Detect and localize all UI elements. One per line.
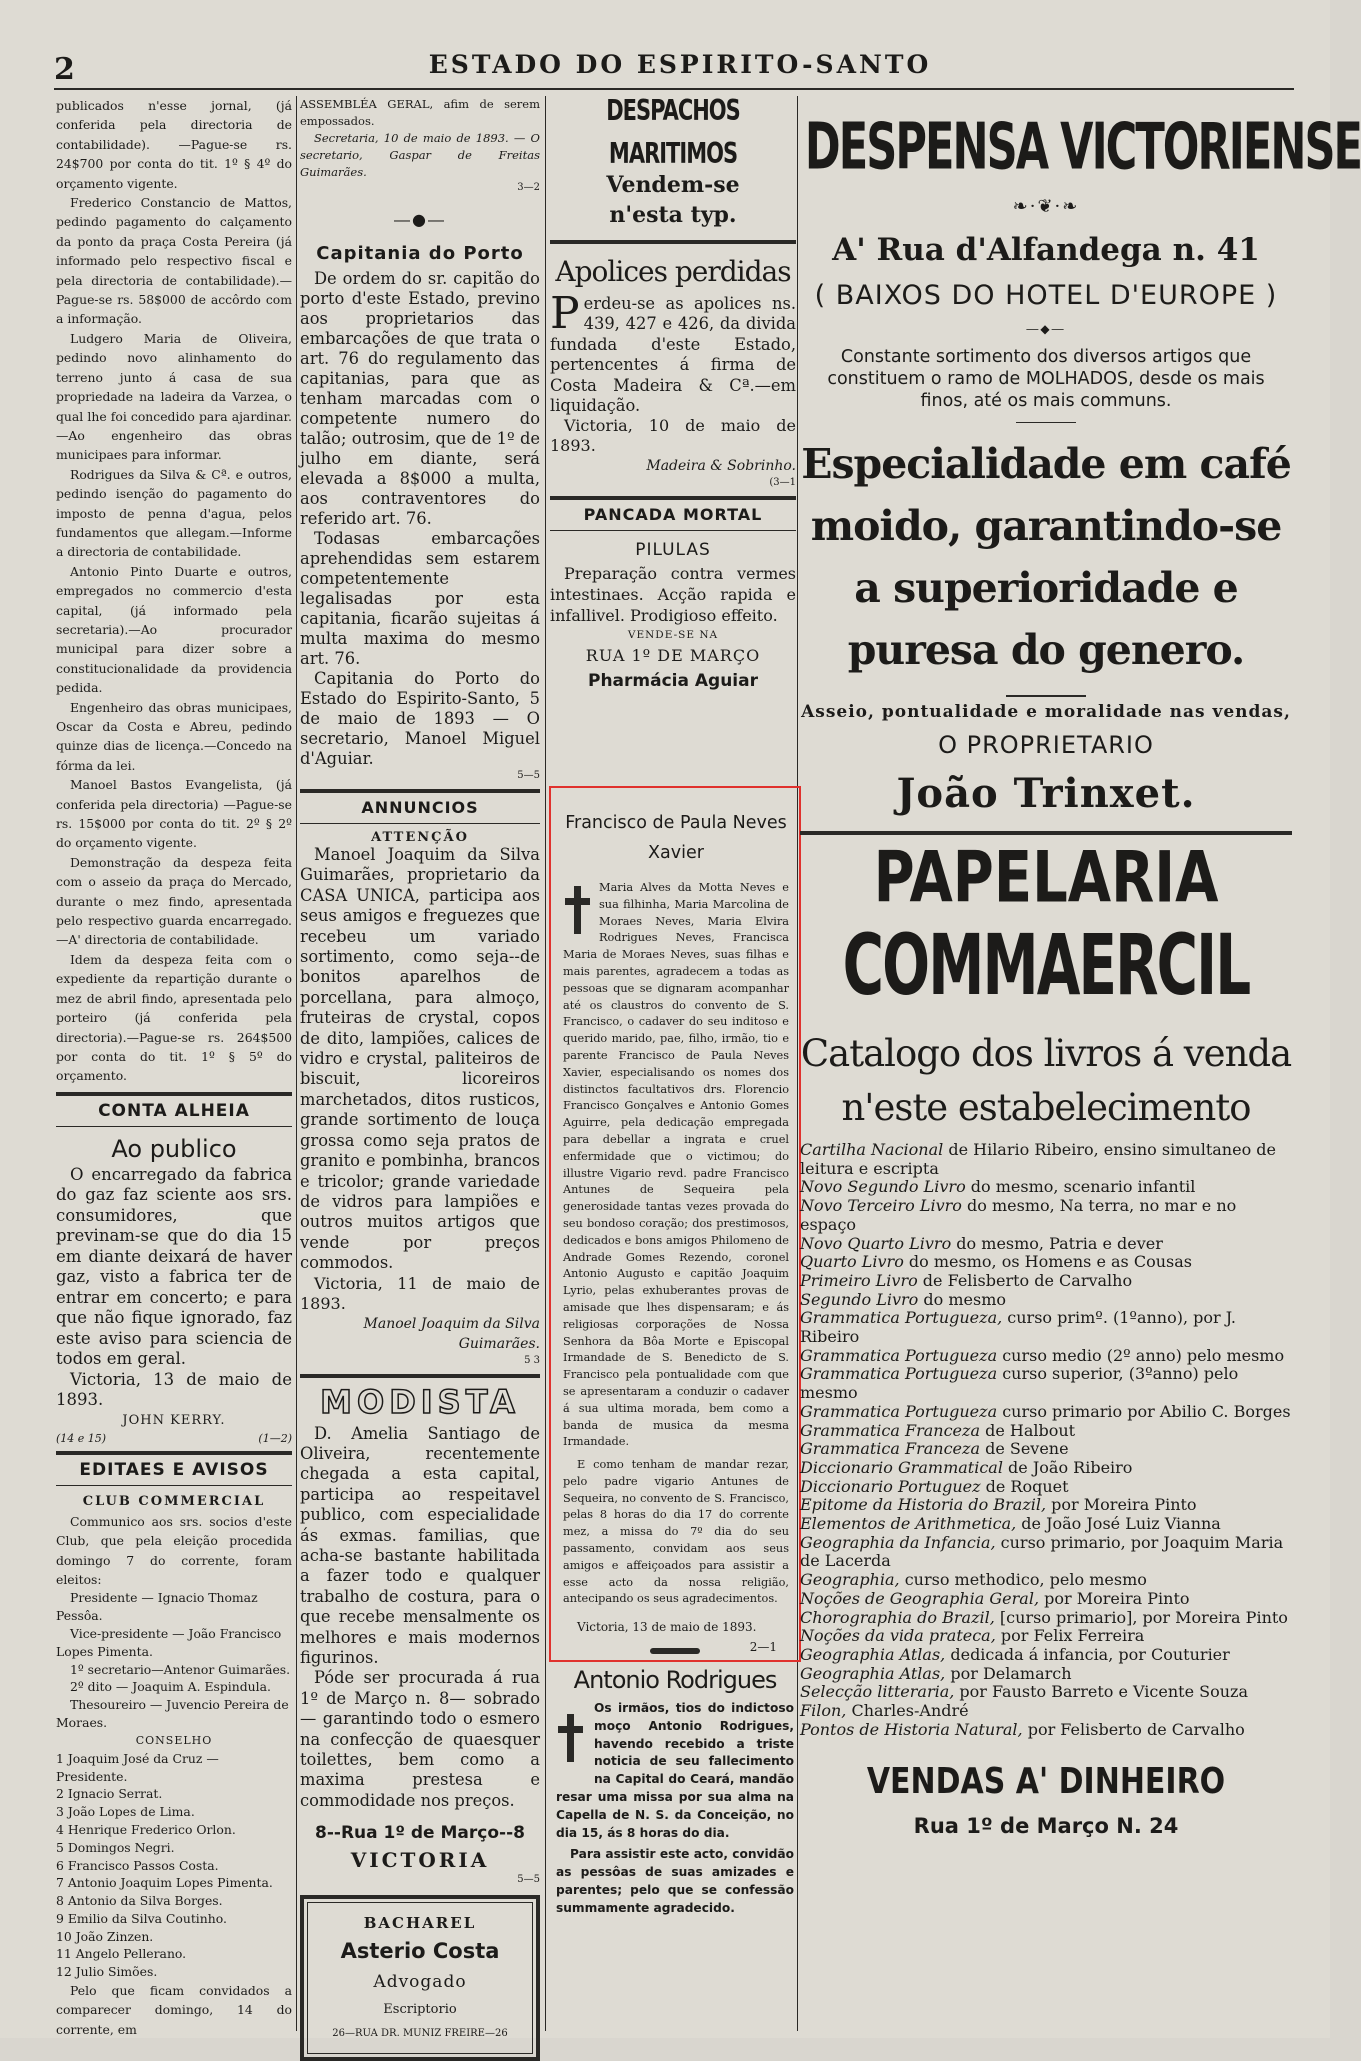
book-item <box>800 1178 1292 1197</box>
book-item <box>800 1534 1292 1571</box>
club-closing: Pelo que ficam convidados a comparecer domingo, 14 do corrente, em <box>56 1983 292 2037</box>
modista-heading: MODISTA <box>320 1382 520 1421</box>
antonio-text <box>556 1700 794 1842</box>
despensa-address: A' Rua d'Alfandega n. 41 <box>832 232 1260 268</box>
book-detail: de Felisberto de Carvalho <box>917 1270 1133 1290</box>
book-title: Cartilha Nacional <box>800 1140 944 1159</box>
section-rule <box>550 240 796 244</box>
book-item <box>800 1609 1292 1628</box>
annuncio-date: Victoria, 11 de maio de 1893. <box>300 1273 540 1313</box>
conselho-label: CONSELHO <box>135 1733 213 1747</box>
book-item <box>800 1459 1292 1478</box>
book-detail: curso superior, (3ºanno) pelo mesmo <box>800 1364 1239 1403</box>
book-item <box>800 1665 1292 1684</box>
assembly-ref: 3—2 <box>517 182 540 193</box>
officer-item: Presidente — Ignacio Thomaz Pessôa. <box>56 1590 258 1624</box>
club-intro: Communico aos srs. socios d'este Club, que pela eleição procedida domingo 7 do corrente, foram eleitos: <box>56 1513 292 1587</box>
apolices-date: Victoria, 10 de maio de 1893. <box>550 416 796 456</box>
book-item <box>800 1515 1292 1534</box>
book-detail: por Felix Ferreira <box>995 1626 1145 1646</box>
book-title: Grammatica Portugueza <box>800 1364 998 1384</box>
book-title: Geographia Atlas, <box>800 1644 946 1664</box>
column-2 <box>300 96 540 2040</box>
pancada-body: Preparação contra vermes intestinaes. Acção rapida e infallivel. Prodigioso effeito. <box>550 564 796 626</box>
apolices-text: erdeu-se as apolices ns. 439, 427 e 426, da divida fundada d'este Estado, pertencentes á firma de Costa Madeira & Cª.—em liquidação. <box>550 294 796 416</box>
book-title: Novo Terceiro Livro <box>800 1196 962 1216</box>
book-item <box>800 1440 1292 1459</box>
book-title: Geographia Atlas, <box>800 1663 946 1683</box>
section-rule <box>800 831 1292 835</box>
book-detail: [curso primario], por Moreira Pinto <box>994 1607 1288 1627</box>
assembly-text: ASSEMBLÉA GERAL, afim de serem empossados. <box>300 97 540 128</box>
book-title: Epitome da Historia do Brazil, <box>800 1495 1047 1515</box>
member-item: 8 Antonio da Silva Borges. <box>56 1893 223 1909</box>
book-item <box>800 1571 1292 1590</box>
book-title: Primeiro Livro <box>800 1270 918 1290</box>
despachos-line1: Vendem-se <box>606 172 740 198</box>
dispatch-paragraph: publicados n'esse jornal, (já conferida pela directoria de contabilidade). —Pague-se rs. 24$700 por conta do tit. 1º § 4º do orçamento vigente. <box>56 98 292 191</box>
book-title: Filon, <box>800 1701 847 1721</box>
despensa-special: Especialidade em café moido, garantindo-se a superioridade e puresa do genero. <box>801 440 1291 674</box>
page-header <box>0 0 1330 88</box>
despachos-heading: DESPACHOS MARITIMOS <box>606 94 740 170</box>
member-item: 1 Joaquim José da Cruz — Presidente. <box>56 1750 219 1784</box>
pancada-vende: VENDE-SE NA <box>627 629 719 642</box>
book-title: Segundo Livro <box>800 1289 919 1309</box>
despachos-line2: n'esta typ. <box>609 202 737 228</box>
book-detail: do mesmo, os Homens e as Cousas <box>903 1252 1192 1272</box>
bacharel-office: Escriptorio <box>383 2002 457 2018</box>
book-detail: por Felisberto de Carvalho <box>1022 1719 1245 1739</box>
section-rule <box>56 1451 292 1455</box>
member-item: 10 João Zinzen. <box>56 1928 154 1944</box>
short-rule <box>1016 422 1076 423</box>
cross-icon <box>563 886 591 934</box>
capitania-paragraph: De ordem do sr. capitão do porto d'este Estado, previno aos proprietarios das embarcações de que trata o art. 76 do regulamento das capitanias, para que as tenham marcadas com o competente numero do talão; outrosim, que de 1º de julho em diante, será elevada a 8$000 a multa, aos contraventores do referido art. 76. <box>300 269 540 528</box>
antonio-body2: Para assistir este acto, convidão as pessôas de suas amizades e parentes; pelo que se confessão summamente agradecido. <box>556 1847 794 1915</box>
editaes-heading: EDITAES E AVISOS <box>79 1459 269 1480</box>
dispatch-paragraph: Manoel Bastos Evangelista, (já conferida pela directoria) —Pague-se rs. 15$000 por conta do tit. 2º § 2º do orçamento vigente. <box>56 777 292 851</box>
member-item: 9 Emilio da Silva Coutinho. <box>56 1910 227 1926</box>
annuncio-ref: 5 3 <box>524 1354 540 1366</box>
pancada-pharmacy: Pharmácia Aguiar <box>587 671 758 692</box>
short-rule <box>1006 695 1086 697</box>
dispatch-paragraph: Rodrigues da Silva & Cª. e outros, pedindo isenção do pagamento do imposto de penna d'agua, pelos fundamentos que allegam.—Informe a directoria de contabilidade. <box>56 466 292 560</box>
dispatch-paragraph: Idem da despeza feita com o expediente da repartição durante o mez de abril findo, apresentada pelo porteiro (já conferida pela directoria).—Pague-se rs. 264$500 por conta do tit. 1º § 5º do orçamento. <box>56 951 292 1084</box>
obituary-ref: 2—1 <box>749 1640 777 1655</box>
book-title: Grammatica Franceza <box>800 1420 980 1440</box>
papelaria-line2: COMMAERCIL <box>842 917 1250 1015</box>
officer-list <box>56 1589 292 1731</box>
conta-alheia-signature: JOHN KERRY. <box>122 1412 226 1428</box>
despensa-heading: DESPENSA VICTORIENSE <box>804 110 1361 185</box>
book-detail: de João Ribeiro <box>1002 1457 1133 1477</box>
book-detail: de Roquet <box>980 1476 1069 1496</box>
book-detail: de Sevene <box>979 1439 1069 1459</box>
book-detail: por Delamarch <box>945 1663 1072 1683</box>
book-title: Quarto Livro <box>800 1252 904 1272</box>
book-title: Geographia da Infancia, <box>800 1532 996 1552</box>
annuncio-body: Manoel Joaquim da Silva Guimarães, proprietario da CASA UNICA, participa aos seus amigos e freguezes que recebeu um variado sortimento, como seja--de bonitos aparelhos de porcellana, para almoço, fruteiras de crystal, copos de dito, lampiões, calices de vidro e crystal, paliteiros de biscuit, licoreiros marchetados, ditos rusticos, grande sortimento de louça grossa como seja pratos de granito e pombinha, brancos e tricolor; grande variedade de vidros para lampiões e outros muitos artigos que vende por preços commodos. <box>300 845 540 1273</box>
club-name: CLUB COMMERCIAL <box>82 1493 266 1509</box>
book-item <box>800 1590 1292 1609</box>
book-title: Grammatica Portugueza <box>800 1345 998 1365</box>
section-rule <box>56 1092 292 1096</box>
book-item <box>800 1646 1292 1665</box>
owner-label: O PROPRIETARIO <box>938 731 1154 759</box>
officer-item: Thesoureiro — Juvencio Pereira de Moraes. <box>56 1697 289 1730</box>
book-title: Novo Segundo Livro <box>800 1177 966 1197</box>
pancada-street: RUA 1º DE MARÇO <box>585 646 761 666</box>
annuncio-signature: Manoel Joaquim da Silva Guimarães. <box>363 1315 540 1352</box>
ref-right: (1—2) <box>258 1431 292 1445</box>
cross-icon <box>556 1714 586 1770</box>
bacharel-name: Asterio Costa <box>340 1939 500 1964</box>
book-detail: por Moreira Pinto <box>1046 1495 1197 1515</box>
capitania-paragraph: Capitania do Porto do Estado do Espirito-Santo, 5 de maio de 1893 — O secretario, Manoel Miguel d'Aguiar. <box>300 669 540 768</box>
book-title: Geographia, <box>800 1570 900 1590</box>
book-title: Grammatica Portugueza <box>800 1401 998 1421</box>
obituary-inner <box>551 788 799 1656</box>
book-detail: do mesmo, Patria e dever <box>951 1233 1163 1253</box>
book-item <box>800 1627 1292 1646</box>
book-item <box>800 1309 1292 1346</box>
book-item <box>800 1496 1292 1515</box>
divider-ornament: ―●― <box>394 210 446 229</box>
obituary-date: Victoria, 13 de maio de 1893. <box>577 1620 757 1635</box>
book-title: Elementos de Arithmetica, <box>800 1514 1017 1534</box>
apolices-ref: (3—1 <box>769 477 796 489</box>
book-list <box>800 1141 1292 1740</box>
member-item: 3 João Lopes de Lima. <box>56 1804 195 1820</box>
dispatch-paragraph: Demonstração da despeza feita com o asseio da praça do Mercado, durante o mez findo, apresentada pelo respectivo guarda encarregado.—A' directoria de contabilidade. <box>56 854 292 948</box>
divider-bar <box>650 1648 700 1654</box>
apolices-heading: Apolices perdidas <box>555 255 791 288</box>
column-rule <box>545 96 546 2031</box>
conta-alheia-refs <box>56 1432 292 1445</box>
dispatch-paragraph: Engenheiro das obras municipaes, Oscar da Costa e Abreu, pedindo quinze dias de licença.—Concedo na fórma da lei. <box>56 699 292 773</box>
section-rule <box>56 1485 292 1486</box>
book-item <box>800 1253 1292 1272</box>
book-item <box>800 1422 1292 1441</box>
section-rule <box>550 530 796 531</box>
section-rule <box>550 496 796 500</box>
book-item <box>800 1291 1292 1310</box>
member-item: 12 Julio Simões. <box>56 1964 158 1980</box>
book-detail: curso primario por Abilio C. Borges <box>997 1401 1291 1421</box>
book-item <box>800 1197 1292 1234</box>
conta-alheia-date: Victoria, 13 de maio de 1893. <box>56 1369 292 1409</box>
capitania-heading: Capitania do Porto <box>316 243 524 264</box>
book-title: Selecção litteraria, <box>800 1682 955 1702</box>
modista-ref: 5—5 <box>517 1874 540 1886</box>
page-number: 2 <box>54 52 75 87</box>
conta-alheia-heading: CONTA ALHEIA <box>98 1100 250 1121</box>
municipal-dispatches <box>56 96 292 1086</box>
capitania-ref: 5—5 <box>517 770 540 781</box>
despensa-asseio: Asseio, pontualidade e moralidade nas vendas, <box>801 702 1291 722</box>
conta-alheia-title: Ao publico <box>111 1134 237 1163</box>
modista-paragraph: Póde ser procurada á rua 1º de Março n. 8— sobrado— garantindo todo o esmero na confecção de quaesquer toilettes, bem como a maxima prestesa e commodidade nos preços. <box>300 1668 540 1810</box>
book-detail: curso methodico, pelo mesmo <box>899 1570 1147 1590</box>
book-item <box>800 1365 1292 1402</box>
papelaria-line1: PAPELARIA <box>873 837 1219 919</box>
section-rule <box>56 1126 292 1127</box>
book-item <box>800 1403 1292 1422</box>
annuncios-heading: ANNUNCIOS <box>361 798 479 817</box>
column-4 <box>800 96 1361 2031</box>
section-rule <box>300 789 540 793</box>
ornament-divider: ―◆― <box>1026 322 1066 336</box>
officer-item: 2º dito — Joaquim A. Espindula. <box>70 1679 271 1695</box>
book-detail: por Fausto Barreto e Vicente Souza <box>954 1682 1248 1702</box>
conselho-list <box>56 1750 292 1981</box>
dispatch-paragraph: Ludgero Maria de Oliveira, pedindo novo alinhamento do terreno junto á casa de sua propriedade na ladeira da Varzea, o qual lhe foi concedido para ajardinar.—Ao engenheiro das obras municipaes para informar. <box>56 330 292 463</box>
conta-alheia-body: O encarregado da fabrica do gaz faz sciente aos srs. consumidores, que previnam-se que do dia 15 em diante deixará de haver gaz, visto a fabrica ter de entrar em concerto; e para que não fique ignorado, faz este aviso para sciencia de todos em geral. <box>56 1164 292 1369</box>
bacharel-address: 26—RUA DR. MUNIZ FREIRE—26 <box>332 2028 508 2040</box>
bacharel-title: BACHAREL <box>363 1914 477 1933</box>
book-title: Grammatica Portugueza, <box>800 1308 1003 1328</box>
book-title: Noções da vida prateca, <box>800 1626 996 1646</box>
ref-left: (14 e 15) <box>56 1431 107 1445</box>
capitania-paragraph: Todasas embarcações aprehendidas sem estarem competentemente legalisadas por esta capitania, ficarão sujeitas á multa maxima do mesmo art. 76. <box>300 529 540 668</box>
pancada-heading: PANCADA MORTAL <box>583 505 763 525</box>
book-detail: de Halbout <box>979 1420 1076 1440</box>
masthead-title: ESTADO DO ESPIRITO-SANTO <box>428 50 932 79</box>
book-title: Novo Quarto Livro <box>800 1233 952 1253</box>
obituary-box <box>549 786 801 1662</box>
member-item: 6 Francisco Passos Costa. <box>56 1857 219 1873</box>
assembly-signature: Secretaria, 10 de maio de 1893. — O secretario, Gaspar de Freitas Guimarães. <box>300 131 540 179</box>
member-item: 5 Domingos Negri. <box>56 1839 175 1855</box>
book-detail: do mesmo <box>918 1289 1007 1309</box>
book-title: Diccionario Portuguez <box>800 1476 981 1496</box>
book-item <box>800 1235 1292 1254</box>
book-detail: Charles-André <box>846 1701 969 1721</box>
antonio-body: Os irmãos, tios do indictoso moço Antonio Rodrigues, havendo recebido a triste noticia de seu fallecimento na Capital do Ceará, mandão resar uma missa por sua alma na Capella de N. S. da Conceição, no dia 15, ás 8 horas do dia. <box>556 1701 794 1840</box>
bacharel-role: Advogado <box>373 1972 467 1993</box>
book-item <box>800 1478 1292 1497</box>
book-title: Grammatica Franceza <box>800 1439 980 1459</box>
book-item <box>800 1721 1292 1740</box>
modista-city: VICTORIA <box>350 1848 490 1873</box>
modista-paragraph: D. Amelia Santiago de Oliveira, recentemente chegada a esta capital, participa ao respeitavel publico, com especialidade ás exmas. familias, que acha-se bastante habilitada a fazer todo e qualquer trabalho de costura, para o que recebe mensalmente os melhores e mais modernos figurinos. <box>300 1423 540 1667</box>
attention-label: ATTENÇÃO <box>371 830 469 845</box>
apolices-body <box>550 288 796 416</box>
book-title: Pontos de Historia Natural, <box>800 1719 1023 1739</box>
member-item: 4 Henrique Frederico Orlon. <box>56 1821 236 1837</box>
despensa-desc: Constante sortimento dos diversos artigos que constituem o ramo de MOLHADOS, desde os mais finos, até os mais communs. <box>827 347 1265 411</box>
papelaria-catalog: Catalogo dos livros á venda n'este estabelecimento <box>800 1032 1292 1129</box>
obituary-text <box>563 880 789 1451</box>
obituary-name: Francisco de Paula Neves Xavier <box>565 813 787 863</box>
ornament-divider: ❧·❦·❧ <box>1012 196 1080 217</box>
column-1 <box>56 96 292 2037</box>
book-detail: dedicada á infancia, por Couturier <box>945 1644 1230 1664</box>
officer-item: Vice-presidente — João Francisco Lopes Pimenta. <box>56 1625 282 1659</box>
book-detail: de Hilario Ribeiro, ensino simultaneo de leitura e escripta <box>800 1140 1276 1178</box>
book-detail: por Moreira Pinto <box>1039 1588 1190 1608</box>
book-detail: do mesmo, scenario infantil <box>965 1177 1196 1197</box>
book-detail: do mesmo, Na terra, no mar e no espaço <box>800 1196 1237 1234</box>
book-detail: curso primario, por Joaquim Maria de Lacerda <box>800 1532 1284 1571</box>
dispatch-paragraph: Frederico Constancio de Mattos, pedindo pagamento do calçamento da ponto da praça Costa Pereira (já informado pelo respectivo fiscal e pela directoria de contabilidade).—Pague-se rs. 58$000 de accôrdo com a informação. <box>56 195 292 327</box>
member-item: 11 Angelo Pellerano. <box>56 1946 187 1962</box>
member-item: 7 Antonio Joaquim Lopes Pimenta. <box>56 1875 273 1891</box>
book-item <box>800 1702 1292 1721</box>
book-title: Noções de Geographia Geral, <box>800 1588 1040 1608</box>
book-detail: curso primº. (1ºanno), por J. Ribeiro <box>800 1308 1236 1347</box>
book-item <box>800 1141 1292 1178</box>
book-detail: de João José Luiz Vianna <box>1016 1514 1221 1534</box>
despensa-location: ( BAIXOS DO HOTEL D'EUROPE ) <box>814 280 1278 311</box>
book-item <box>800 1683 1292 1702</box>
pancada-sub: PILULAS <box>635 540 711 561</box>
book-item <box>800 1347 1292 1366</box>
book-detail: curso medio (2º anno) pelo mesmo <box>997 1345 1285 1365</box>
officer-item: 1º secretario—Antenor Guimarães. <box>70 1661 291 1677</box>
obituary-body2: E como tenham de mandar rezar, pelo padre vigario Antunes de Sequeira, no convento de S. Francisco, pelas 8 horas do dia 17 do corrente mez, a missa do 7º dia do seu passamento, convidam aos seus amigos e affeiçoados para assistir a esse acto da nossa religião, antecipando os seus agradecimentos. <box>563 1458 789 1606</box>
modista-address: 8--Rua 1º de Março--8 <box>315 1823 525 1844</box>
apolices-signature: Madeira & Sobrinho. <box>646 458 796 475</box>
book-title: Chorographia do Brazil, <box>800 1607 995 1627</box>
book-item <box>800 1272 1292 1291</box>
member-item: 2 Ignacio Serrat. <box>56 1786 163 1802</box>
dispatch-paragraph: Antonio Pinto Duarte e outros, empregados no commercio d'esta capital, (já informado pela secretaria).—Ao procurador municipal para dizer sobre a constitucionalidade da providencia pedida. <box>56 563 292 696</box>
papelaria-address: Rua 1º de Março N. 24 <box>913 1813 1179 1838</box>
section-rule <box>300 1374 540 1378</box>
drop-cap: P <box>550 288 580 339</box>
section-rule <box>300 823 540 824</box>
antonio-heading: Antonio Rodrigues <box>573 1666 777 1694</box>
vendas-heading: VENDAS A' DINHEIRO <box>866 1759 1226 1802</box>
column-rule <box>296 96 297 2031</box>
bacharel-box <box>300 1895 540 2061</box>
book-title: Diccionario Grammatical <box>800 1457 1003 1477</box>
obituary-body: Maria Alves da Motta Neves e sua filhinha, Maria Marcolina de Moraes Neves, Maria Elvira Rodrigues Neves, Francisca Maria de Moraes Neves, suas filhas e mais parentes, agradecem a todas as pessoas que se dignaram acompanhar até os claustros do convento de S. Francisco, o cadaver do seu inditoso e querido marido, pae, filho, irmão, tio e parente Francisco de Paula Neves Xavier, especialisando os nomes dos distinctos facultativos drs. Florencio Francisco Gonçalves e Antonio Gomes Aguirre, pela dedicação empregada para debellar a ingrata e cruel enfermidade que o victimou; do illustre Vigario revd. padre Francisco Antunes de Sequeira pela generosidade tantas vezes provada do seu bondoso coração; dos prestimosos, dedicados e bons amigos Philomeno de Andrade Gomes Rezendo, coronel Antonio Augusto e capitão Joaquim Lyrio, pelas exhuberantes provas de amisade que lhes dispensaram; e ás religiosas corporações de Nossa Senhora da Bôa Morte e Episcopal Irmandade de S. Benedicto de S. Francisco pela pontualidade com que se apresentaram a conduzir o cadaver á sua ultima morada, bem como a banda de musica da mesma Irmandade. <box>563 881 789 1449</box>
owner-name: João Trinxet. <box>896 770 1196 817</box>
antonio-notice <box>556 1648 794 1918</box>
